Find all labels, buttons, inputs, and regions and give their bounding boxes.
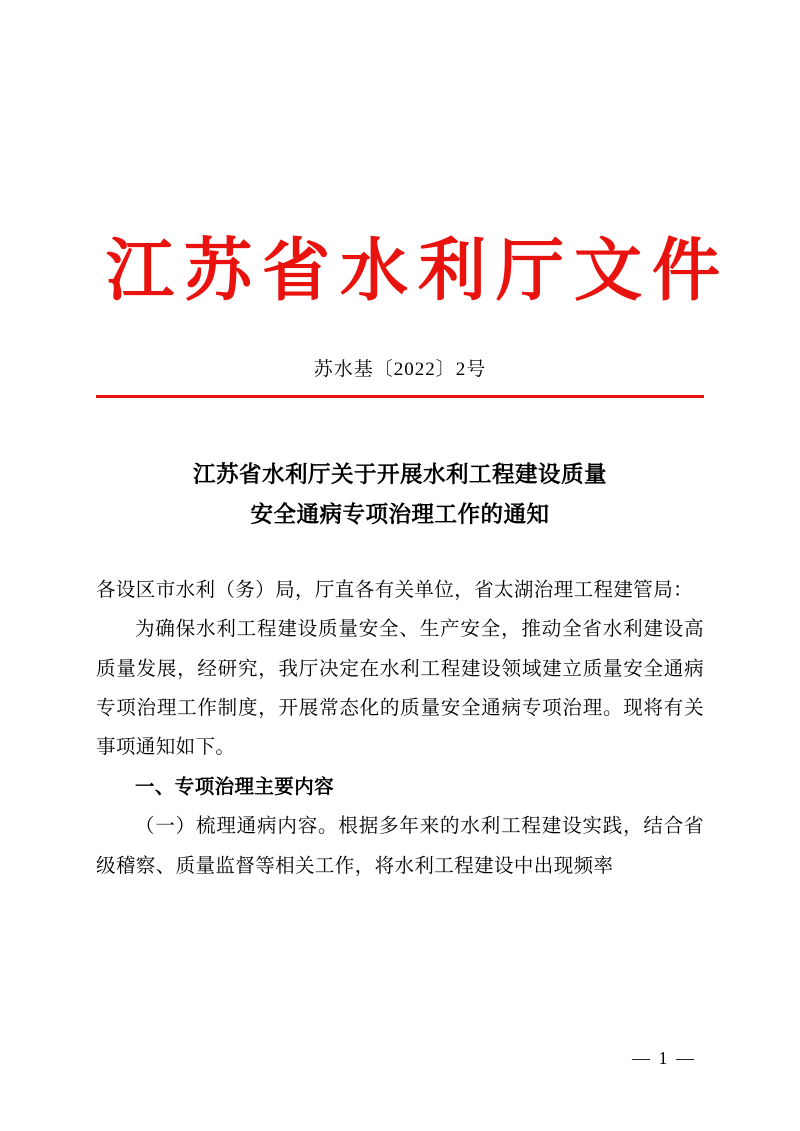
- page-number-footer: — 1 —: [632, 1048, 696, 1068]
- document-body: [96, 571, 704, 886]
- body-paragraph-intro: 为确保水利工程建设质量安全、生产安全，推动全省水利建设高质量发展，经研究，我厅决定在水利工程建设领域建立质量安全通病专项治理工作制度，开展常态化的质量安全通病专项治理。现将有关事项通知如下。: [96, 619, 704, 759]
- red-divider-rule: [96, 395, 704, 398]
- subject-line-2: 安全通病专项治理工作的通知: [250, 501, 550, 528]
- body-paragraph-item-one: （一）梳理通病内容。根据多年来的水利工程建设实践，结合省级稽察、质量监督等相关工作，将水利工程建设中出现频率: [96, 816, 704, 877]
- masthead-title: 江苏省水利厅文件: [106, 231, 731, 311]
- document-masthead-block: [96, 0, 731, 311]
- body-paragraph-addressee: 各设区市水利（务）局，厅直各有关单位，省太湖治理工程建管局：: [96, 579, 694, 601]
- document-subject-title: [96, 456, 704, 535]
- document-number: 苏水基〔2022〕2号: [313, 359, 487, 381]
- body-heading-section-one: 一、专项治理主要内容: [135, 776, 335, 798]
- subject-line-1: 江苏省水利厅关于开展水利工程建设质量: [192, 462, 607, 489]
